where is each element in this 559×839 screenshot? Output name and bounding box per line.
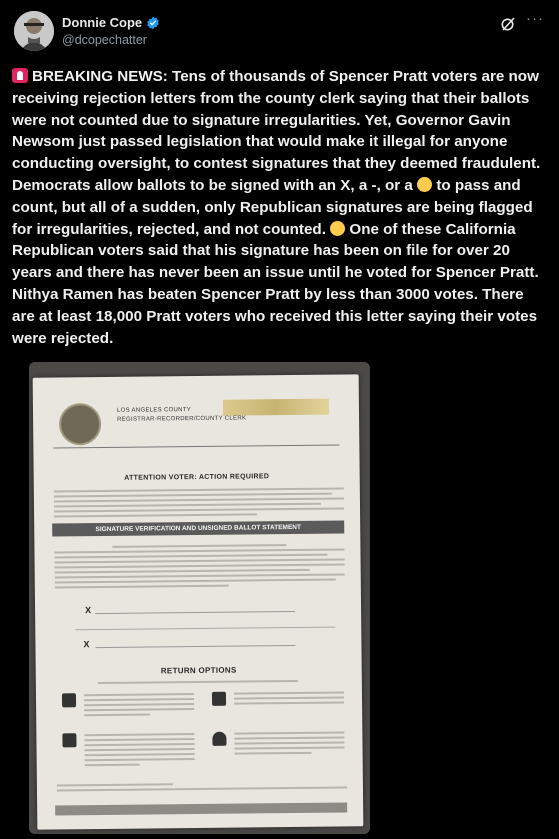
- document-witness-mark: X: [83, 639, 90, 650]
- document-return-heading: RETURN OPTIONS: [160, 665, 237, 676]
- document-mail-option-lines: [84, 730, 194, 769]
- document-county-line1: LOS ANGELES COUNTY: [116, 407, 192, 414]
- county-seal-icon: [59, 403, 101, 445]
- document-skyline-banner: [223, 399, 329, 416]
- author-display-name[interactable]: Donnie Cope: [62, 15, 143, 30]
- document-attention-heading: ATTENTION VOTER: ACTION REQUIRED: [124, 473, 270, 482]
- smiling-face-emoji-icon: [417, 177, 432, 192]
- siren-emoji-icon: [12, 68, 28, 83]
- document-address-line: [75, 627, 335, 631]
- post-text: [12, 66, 544, 349]
- document-text-option-lines: [84, 690, 194, 719]
- email-icon: [212, 692, 226, 706]
- grok-icon[interactable]: [500, 16, 516, 32]
- avatar-photo: [14, 11, 54, 51]
- thinking-face-emoji-icon: [330, 221, 345, 236]
- ballot-letter-document: [33, 374, 364, 829]
- verified-badge-icon: [146, 16, 160, 30]
- document-divider: [53, 445, 339, 449]
- document-signature-mark: X: [85, 605, 92, 616]
- post-text-part3: One of these California Republican voters said that his signature has been on file for over 20 years and there has never been an issue until he voted for Spencer Pratt. Nithya Ramen has beaten Spencer Pratt by less than 3000 votes. There are at least 18,000 Pratt voters who received this letter saying their votes were rejected.: [12, 220, 539, 347]
- author-handle[interactable]: @dcopechatter: [62, 33, 147, 47]
- avatar[interactable]: [14, 11, 54, 51]
- in-person-icon: [212, 732, 226, 746]
- more-options-icon[interactable]: ···: [526, 10, 544, 27]
- mail-icon: [62, 733, 76, 747]
- document-footer-bar: [55, 802, 347, 815]
- document-drop-box-lines: [57, 778, 347, 794]
- document-statement-band: SIGNATURE VERIFICATION AND UNSIGNED BALLOT STATEMENT: [52, 520, 344, 536]
- document-statement-lines: [54, 540, 344, 591]
- document-county-line2: REGISTRAR-RECORDER/COUNTY CLERK: [117, 415, 247, 423]
- post-header: [0, 0, 559, 62]
- document-body-lines: [54, 484, 344, 520]
- document-witness-line: [95, 645, 295, 648]
- post-text-part2: to pass and count, but all of a sudden, only Republican signatures are being flagged for irregularities, rejected, and not counted.: [12, 176, 533, 238]
- document-email-option-lines: [234, 688, 344, 707]
- document-in-person-lines: [234, 728, 344, 757]
- document-deadline-line: [98, 677, 298, 687]
- phone-icon: [62, 693, 76, 707]
- document-signature-line: [95, 611, 295, 614]
- post-image[interactable]: [29, 362, 370, 834]
- post-text-part1: BREAKING NEWS: Tens of thousands of Spencer Pratt voters are now receiving rejection letters from the county clerk saying that their ballots were not counted due to signature irregularities. Yet, Governor Gavin Newsom just passed legislation that would make it illegal for anyone conducting oversight, to contest signatures that they deemed fraudulent. Democrats allow ballots to be signed with an X, a -, or a: [12, 68, 541, 194]
